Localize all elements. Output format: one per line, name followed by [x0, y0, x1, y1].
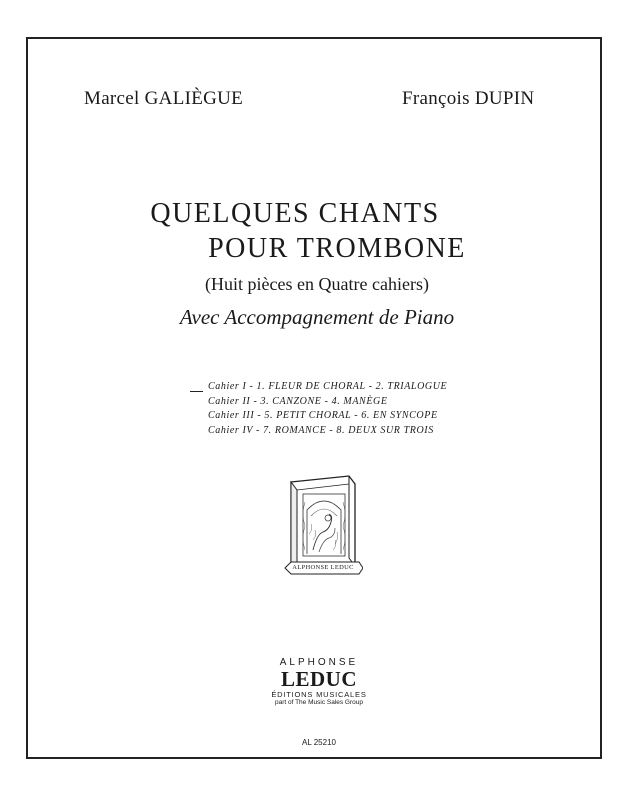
selection-dash: [190, 391, 203, 392]
cahier-4: Cahier IV - 7. ROMANCE - 8. DEUX SUR TROIS: [208, 424, 434, 436]
subtitle: (Huit pièces en Quatre cahiers): [205, 274, 429, 294]
cahier-3: Cahier III - 5. PETIT CHORAL - 6. EN SYNCOPE: [208, 410, 438, 421]
cahier-list: [208, 380, 447, 438]
author-left: Marcel GALIÈGUE: [84, 88, 244, 109]
publisher-name-main: LEDUC: [280, 667, 357, 691]
publisher-editions: ÉDITIONS MUSICALES: [271, 690, 367, 699]
publisher-emblem: [283, 474, 363, 584]
author-right: François DUPIN: [402, 88, 535, 109]
emblem-label: ALPHONSE LEDUC: [292, 564, 354, 571]
catalog-code: AL 25210: [302, 738, 336, 747]
cahier-2: Cahier II - 3. CANZONE - 4. MANÈGE: [208, 395, 388, 407]
publisher-group: part of The Music Sales Group: [274, 699, 364, 706]
accompaniment-line: Avec Accompagnement de Piano: [179, 305, 455, 329]
cahier-1: Cahier I - 1. FLEUR DE CHORAL - 2. TRIALOGUE: [208, 381, 448, 392]
title-line-1: QUELQUES CHANTS: [150, 198, 440, 229]
publisher-name-top: ALPHONSE: [279, 657, 359, 668]
title-line-2: POUR TROMBONE: [208, 233, 466, 264]
